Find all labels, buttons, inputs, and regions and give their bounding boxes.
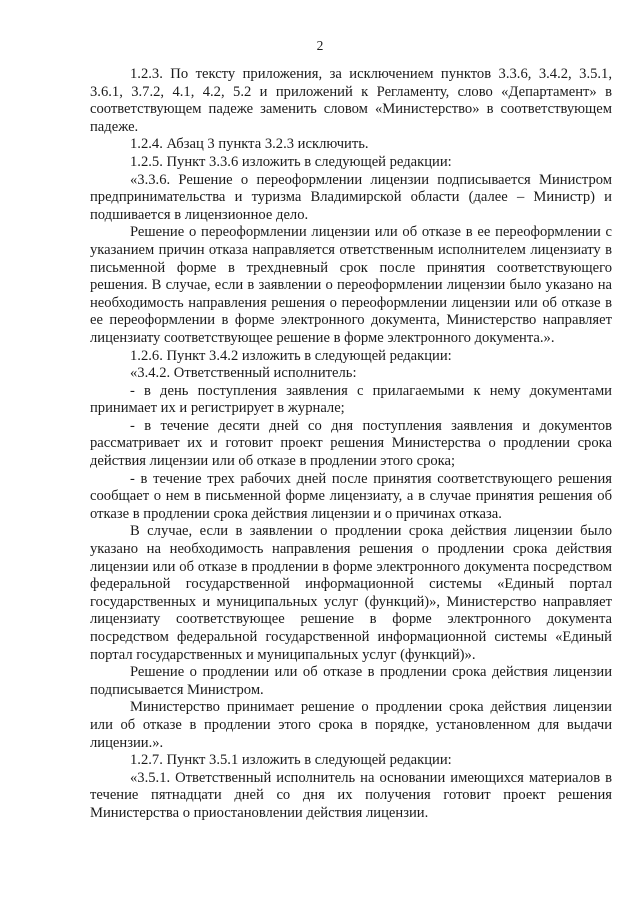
page-number: 2 (316, 38, 324, 53)
paragraph-3-4-2: «3.4.2. Ответственный исполнитель: (130, 365, 357, 382)
paragraph-1-2-5: 1.2.5. Пункт 3.3.6 изложить в следующей редакции: (130, 153, 452, 170)
list-item-registration: - в день поступления заявления с прилагаемыми к нему документами принимает их и регистрирует в журнале; (90, 382, 612, 417)
paragraph-1-2-4: 1.2.4. Абзац 3 пункта 3.2.3 исключить. (130, 136, 369, 153)
paragraph-1-2-3: 1.2.3. По тексту приложения, за исключением пунктов 3.3.6, 3.4.2, 3.5.1, 3.6.1, 3.7.2, 4.1, 4.2, 5.2 и приложений к Регламенту, слово «Департамент» в соответствующем падеже заменить словом «Министерство» в соответствующем падеже. (90, 66, 612, 135)
paragraph-3-3-6-decision: Решение о переоформлении лицензии или об отказе в ее переоформлении с указанием причин отказа направляется ответственным исполнителем лицензиату в письменной форме в трехдневный срок после принятия соответствующего решения. В случае, если в заявлении о переоформлении лицензии было указано на необходимость направления решения о переоформлении лицензии или об отказе в ее переоформлении в форме электронного документа, Министерство направляет лицензиату соответствующее решение в форме электронного документа.». (90, 224, 612, 346)
paragraph-electronic-document: В случае, если в заявлении о продлении срока действия лицензии было указано на необходимость направления решения о продлении срока действия лицензии или об отказе в продлении в форме электронного документа посредством федеральной государственной информационной системы «Единый портал государственных и муниципальных услуг (функций)», Министерство направляет лицензиату соответствующее решение в форме электронного документа посредством федеральной государственной информационной системы «Единый портал государственных и муниципальных услуг (функций)». (90, 523, 612, 663)
paragraph-1-2-6: 1.2.6. Пункт 3.4.2 изложить в следующей редакции: (130, 347, 452, 364)
paragraph-1-2-7: 1.2.7. Пункт 3.5.1 изложить в следующей редакции: (130, 752, 452, 769)
paragraph-3-3-6: «3.3.6. Решение о переоформлении лицензии подписывается Министром предпринимательства и туризма Владимирской области (далее – Министр) и подшивается в лицензионное дело. (90, 171, 612, 223)
list-item-review: - в течение десяти дней со дня поступления заявления и документов рассматривает их и готовит проект решения Министерства о продлении срока действия лицензии или об отказе в продлении этого срока; (90, 417, 612, 470)
list-item-notification: - в течение трех рабочих дней после принятия соответствующего решения сообщает о нем в письменной форме лицензиату, а в случае принятия решения об отказе в продлении срока действия лицензии и о причинах отказа. (90, 470, 612, 522)
document-body (90, 66, 612, 823)
paragraph-signature: Решение о продлении или об отказе в продлении срока действия лицензии подписывается Министром. (90, 664, 612, 698)
paragraph-ministry-decision: Министерство принимает решение о продлении срока действия лицензии или об отказе в продлении этого срока в порядке, установленном для выдачи лицензии.». (90, 699, 612, 751)
paragraph-3-5-1: «3.5.1. Ответственный исполнитель на основании имеющихся материалов в течение пятнадцати дней со дня их получения готовит проект решения Министерства о приостановлении действия лицензии. (90, 769, 612, 821)
